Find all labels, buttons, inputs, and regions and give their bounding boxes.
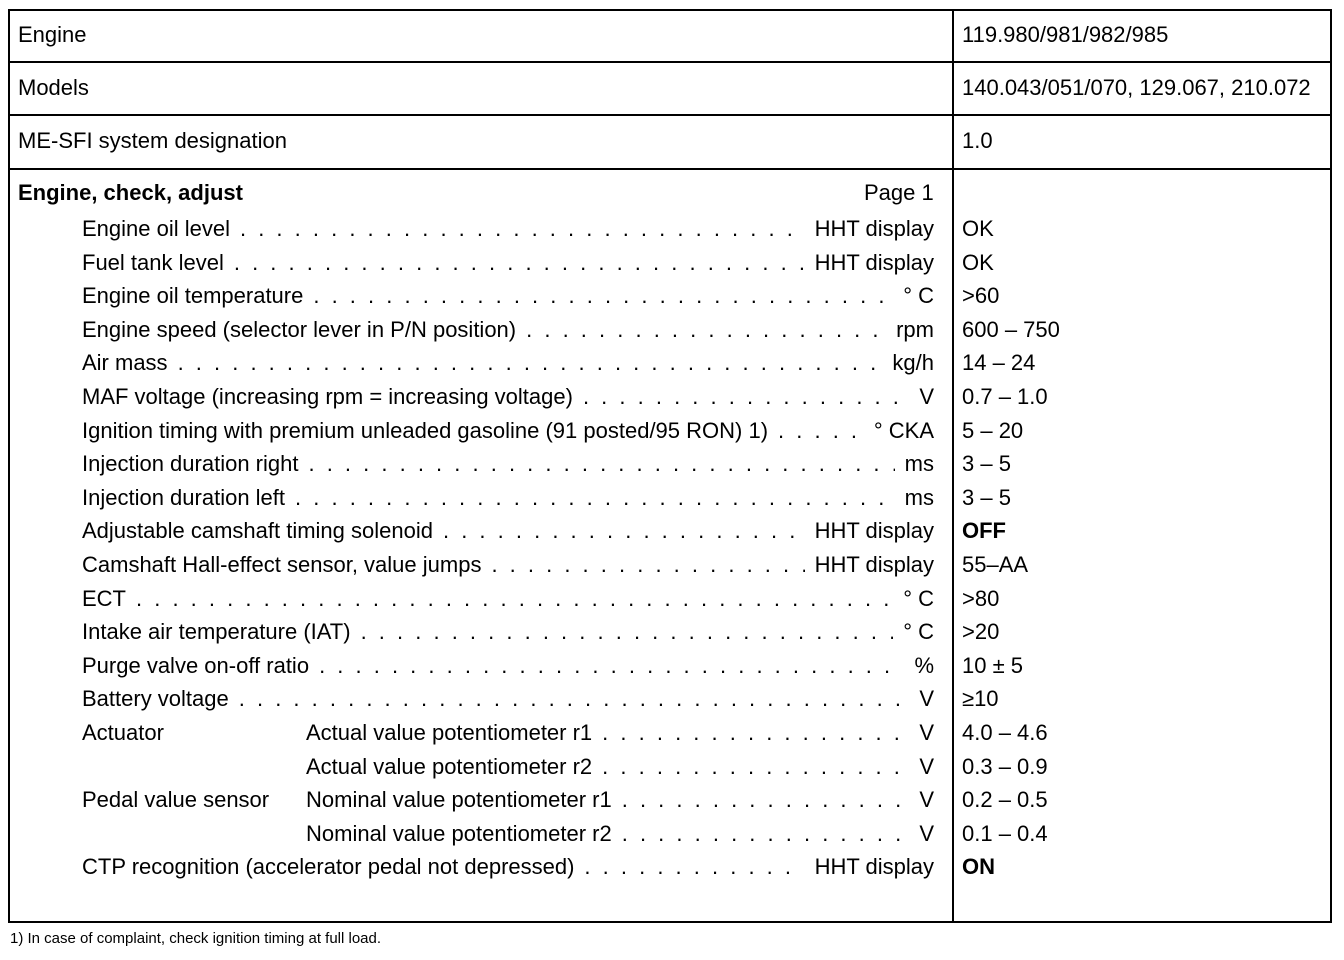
row-label: ECT xyxy=(82,586,126,611)
engine-label: Engine xyxy=(18,22,87,47)
table-row xyxy=(82,348,934,378)
table-row xyxy=(82,550,934,580)
page-number: Page 1 xyxy=(864,180,934,205)
row-unit: V xyxy=(919,787,934,812)
row-unit: HHT display xyxy=(814,518,934,543)
table-row xyxy=(82,449,934,479)
table-row xyxy=(82,684,934,714)
row-value: 10 ± 5 xyxy=(962,653,1024,678)
row-unit: V xyxy=(919,821,934,846)
row-value: 3 – 5 xyxy=(962,485,1011,510)
row-label: Ignition timing with premium unleaded gasoline (91 posted/95 RON) 1) xyxy=(82,418,769,443)
models-value: 140.043/051/070, 129.067, 210.072 xyxy=(962,75,1311,100)
leader-dots xyxy=(602,718,909,748)
table-row xyxy=(82,315,934,345)
table-row xyxy=(82,785,934,815)
table-row xyxy=(82,752,934,782)
table-row xyxy=(82,214,934,244)
row-label: Actuator xyxy=(82,720,164,745)
leader-dots xyxy=(602,752,909,782)
table-row xyxy=(82,718,934,748)
row-label: Camshaft Hall-effect sensor, value jumps xyxy=(82,552,482,577)
leader-dots xyxy=(313,281,893,311)
row-label: CTP recognition (accelerator pedal not depressed) xyxy=(82,854,575,879)
row-value: >80 xyxy=(962,586,1000,611)
row-unit: rpm xyxy=(896,317,934,342)
table-row xyxy=(82,651,934,681)
table-row xyxy=(82,584,934,614)
engine-value: 119.980/981/982/985 xyxy=(962,22,1169,47)
row-value: OK xyxy=(962,216,994,241)
row-value: OK xyxy=(962,250,994,275)
row-value: 0.2 – 0.5 xyxy=(962,787,1048,812)
leader-dots xyxy=(583,382,909,412)
row-value: 5 – 20 xyxy=(962,418,1024,443)
row-unit: HHT display xyxy=(814,216,934,241)
row-label: Engine speed (selector lever in P/N position) xyxy=(82,317,517,342)
models-label: Models xyxy=(18,75,89,100)
row-value: 0.7 – 1.0 xyxy=(962,384,1048,409)
leader-dots xyxy=(778,416,864,446)
table-row xyxy=(82,516,934,546)
row-label: MAF voltage (increasing rpm = increasing voltage) xyxy=(82,384,573,409)
row-value: 0.1 – 0.4 xyxy=(962,821,1048,846)
leader-dots xyxy=(361,617,894,647)
row-label: Pedal value sensor xyxy=(82,787,270,812)
table-row xyxy=(82,852,934,882)
row-value: >20 xyxy=(962,619,1000,644)
row-unit: V xyxy=(919,720,934,745)
row-divider xyxy=(8,61,1332,63)
row-label: Air mass xyxy=(82,350,168,375)
row-label: Injection duration left xyxy=(82,485,286,510)
row-label: Battery voltage xyxy=(82,686,229,711)
leader-dots xyxy=(239,684,910,714)
row-divider xyxy=(8,168,1332,170)
row-unit: ° C xyxy=(903,283,934,308)
row-unit: HHT display xyxy=(814,854,934,879)
table-row xyxy=(82,416,934,446)
column-divider xyxy=(952,9,954,923)
leader-dots xyxy=(622,819,910,849)
row-sublabel: Nominal value potentiometer r1 xyxy=(306,787,612,812)
leader-dots xyxy=(526,315,886,345)
table-row xyxy=(82,483,934,513)
leader-dots xyxy=(319,651,904,681)
row-label: Intake air temperature (IAT) xyxy=(82,619,351,644)
leader-dots xyxy=(178,348,883,378)
row-value: 600 – 750 xyxy=(962,317,1060,342)
leader-dots xyxy=(234,248,805,278)
row-unit: V xyxy=(919,754,934,779)
row-label: Engine oil temperature xyxy=(82,283,304,308)
row-unit: ° C xyxy=(903,586,934,611)
row-value: ON xyxy=(962,854,995,879)
row-label: Injection duration right xyxy=(82,451,299,476)
table-row xyxy=(82,617,934,647)
leader-dots xyxy=(136,584,893,614)
row-unit: ms xyxy=(904,451,934,476)
leader-dots xyxy=(584,852,804,882)
row-sublabel: Nominal value potentiometer r2 xyxy=(306,821,612,846)
row-label: Adjustable camshaft timing solenoid xyxy=(82,518,433,543)
leader-dots xyxy=(295,483,895,513)
row-value: ≥10 xyxy=(962,686,999,711)
row-value: 0.3 – 0.9 xyxy=(962,754,1048,779)
footnote: 1) In case of complaint, check ignition timing at full load. xyxy=(10,930,382,947)
row-label: Engine oil level xyxy=(82,216,230,241)
table-row xyxy=(82,819,934,849)
leader-dots xyxy=(491,550,804,580)
leader-dots xyxy=(240,214,805,244)
row-sublabel: Actual value potentiometer r1 xyxy=(306,720,593,745)
row-unit: % xyxy=(914,653,934,678)
row-value: OFF xyxy=(962,518,1006,543)
row-label: Fuel tank level xyxy=(82,250,224,275)
row-unit: V xyxy=(919,384,934,409)
row-unit: ms xyxy=(904,485,934,510)
row-unit: HHT display xyxy=(814,250,934,275)
row-value: 3 – 5 xyxy=(962,451,1011,476)
row-value: 4.0 – 4.6 xyxy=(962,720,1048,745)
row-value: >60 xyxy=(962,283,1000,308)
row-label: Purge valve on-off ratio xyxy=(82,653,310,678)
row-unit: V xyxy=(919,686,934,711)
leader-dots xyxy=(443,516,805,546)
system-designation-value: 1.0 xyxy=(962,128,993,153)
row-unit: kg/h xyxy=(892,350,934,375)
table-row xyxy=(82,281,934,311)
row-sublabel: Actual value potentiometer r2 xyxy=(306,754,593,779)
system-designation-label: ME-SFI system designation xyxy=(18,128,287,153)
row-value: 14 – 24 xyxy=(962,350,1036,375)
table-row xyxy=(82,382,934,412)
leader-dots xyxy=(308,449,894,479)
row-unit: ° CKA xyxy=(873,418,934,443)
section-title: Engine, check, adjust xyxy=(18,180,243,205)
row-unit: HHT display xyxy=(814,552,934,577)
table-row xyxy=(82,248,934,278)
row-value: 55–AA xyxy=(962,552,1029,577)
row-divider xyxy=(8,114,1332,116)
row-unit: ° C xyxy=(903,619,934,644)
leader-dots xyxy=(622,785,910,815)
